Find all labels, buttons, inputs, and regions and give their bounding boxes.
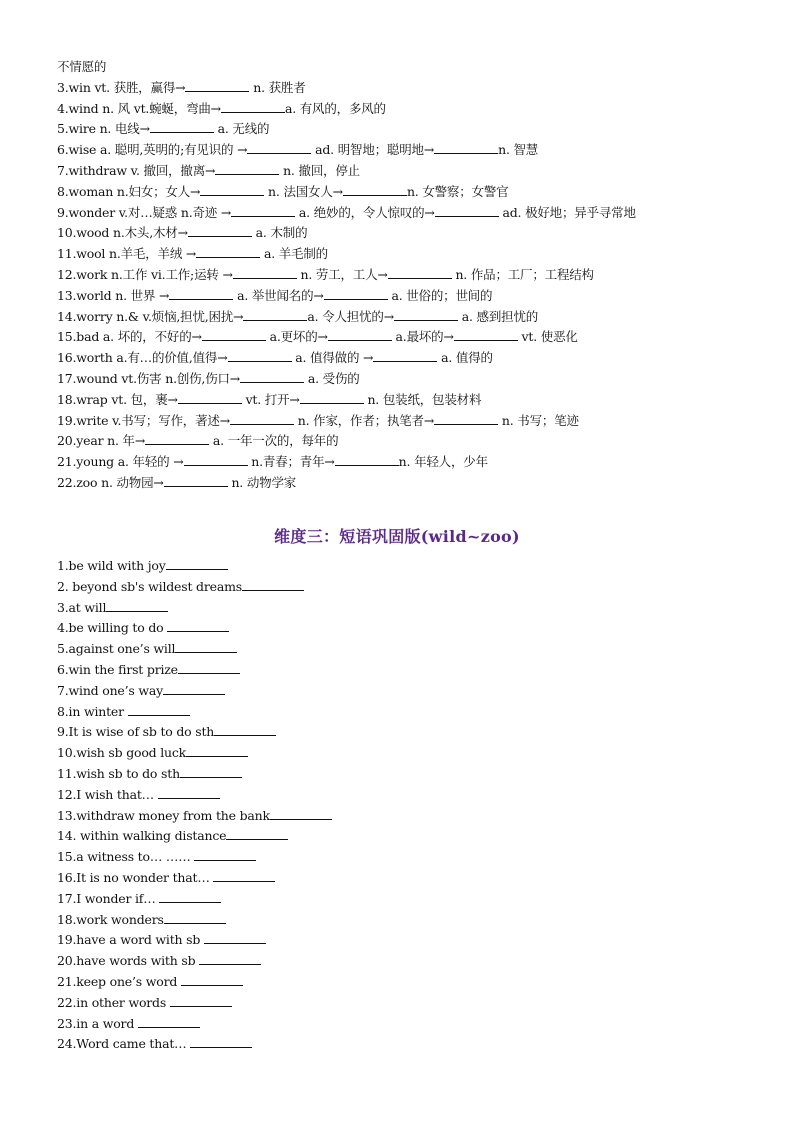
vocab-text: ad. 明智地；聪明地→	[311, 142, 435, 158]
vocab-item	[57, 140, 757, 161]
answer-blank[interactable]	[145, 432, 209, 445]
answer-blank[interactable]	[324, 287, 388, 300]
phrase-item	[57, 702, 757, 723]
answer-blank[interactable]	[166, 557, 228, 570]
vocab-text: a. 值得的	[437, 350, 493, 366]
answer-blank[interactable]	[204, 931, 266, 944]
vocab-item	[57, 286, 757, 307]
phrase-item	[57, 618, 757, 639]
vocab-text: 3.win vt. 获胜，赢得→	[57, 79, 186, 95]
phrase-item	[57, 826, 757, 847]
vocab-item	[57, 431, 757, 452]
vocab-text: n. 劳工，工人→	[296, 266, 388, 282]
vocab-text: a. 绝妙的，令人惊叹的→	[295, 204, 435, 220]
phrase-item	[57, 660, 757, 681]
phrase-item	[57, 785, 757, 806]
phrase-item	[57, 577, 757, 598]
answer-blank[interactable]	[228, 349, 292, 362]
vocab-text: 20.year n. 年→	[57, 433, 146, 449]
phrase-text: 7.wind one’s way	[57, 682, 163, 698]
vocab-text: 19.write v.书写；写作，著述→	[57, 412, 230, 428]
phrase-text: 6.win the first prize	[57, 661, 178, 677]
answer-blank[interactable]	[328, 328, 392, 341]
vocab-text: n. 年轻人，少年	[398, 454, 488, 470]
answer-blank[interactable]	[159, 890, 221, 903]
answer-blank[interactable]	[247, 141, 311, 154]
phrase-text: 19.have a word with sb	[57, 932, 204, 948]
answer-blank[interactable]	[163, 682, 225, 695]
vocab-item	[57, 182, 757, 203]
phrase-text: 16.It is no wonder that…	[57, 869, 214, 885]
answer-blank[interactable]	[373, 349, 437, 362]
answer-blank[interactable]	[188, 224, 252, 237]
vocab-text: 12.work n.工作 vi.工作;运转 →	[57, 266, 233, 282]
answer-blank[interactable]	[242, 578, 304, 591]
vocab-text: a.最坏的→	[391, 329, 454, 345]
phrase-item	[57, 639, 757, 660]
vocab-item	[57, 244, 757, 265]
phrases-section	[57, 556, 757, 1055]
phrase-text: 1.be wild with joy	[57, 558, 166, 573]
phrase-text: 22.in other words	[57, 994, 170, 1010]
vocab-item	[57, 452, 757, 473]
phrase-text: 4.be willing to do	[57, 620, 168, 636]
phrase-text: 21.keep one’s word	[57, 973, 181, 989]
vocab-text: a. 令人担忧的→	[307, 308, 394, 324]
answer-blank[interactable]	[226, 827, 288, 840]
vocab-item	[57, 265, 757, 286]
answer-blank[interactable]	[164, 911, 226, 924]
answer-blank[interactable]	[185, 79, 249, 92]
vocab-item	[57, 411, 757, 432]
answer-blank[interactable]	[184, 453, 248, 466]
vocab-text: 5.wire n. 电线→	[57, 121, 150, 137]
vocabulary-section	[57, 57, 757, 494]
vocab-item	[57, 348, 757, 369]
answer-blank[interactable]	[199, 952, 261, 965]
vocab-text: n. 智慧	[498, 142, 539, 158]
vocab-item	[57, 327, 757, 348]
phrase-text: 14. within walking distance	[57, 828, 227, 844]
answer-blank[interactable]	[214, 723, 276, 736]
vocab-text: n. 撤回，停止	[279, 162, 360, 178]
answer-blank[interactable]	[200, 183, 264, 196]
phrase-item	[57, 556, 757, 577]
vocab-text: a.更坏的→	[265, 329, 328, 345]
phrase-item	[57, 1034, 757, 1055]
phrase-text: 8.in winter	[57, 703, 128, 719]
answer-blank[interactable]	[169, 287, 233, 300]
phrase-item	[57, 847, 757, 868]
vocab-text: n. 包装纸，包装材料	[363, 391, 482, 407]
vocab-text: a. 世俗的；世间的	[387, 287, 493, 303]
phrase-item	[57, 868, 757, 889]
answer-blank[interactable]	[270, 807, 332, 820]
phrase-item	[57, 681, 757, 702]
answer-blank[interactable]	[170, 994, 232, 1007]
answer-blank[interactable]	[434, 412, 498, 425]
answer-blank[interactable]	[181, 973, 243, 986]
vocab-item	[57, 473, 757, 494]
vocab-text: a. 一年一次的，每年的	[209, 433, 339, 449]
vocab-text: n. 作品；工厂；工程结构	[451, 266, 594, 282]
phrase-item	[57, 910, 757, 931]
vocab-item	[57, 57, 757, 78]
answer-blank[interactable]	[180, 765, 242, 778]
vocab-text: 7.withdraw v. 撤回，撤离→	[57, 162, 216, 178]
vocab-item	[57, 161, 757, 182]
phrase-text: 9.It is wise of sb to do sth	[57, 724, 215, 740]
vocab-text: ad. 极好地；异乎寻常地	[498, 204, 636, 220]
vocab-item	[57, 78, 757, 99]
vocab-item	[57, 203, 757, 224]
phrase-item	[57, 889, 757, 910]
vocab-text: a. 羊毛制的	[260, 246, 328, 262]
answer-blank[interactable]	[190, 1035, 252, 1048]
vocab-item	[57, 390, 757, 411]
answer-blank[interactable]	[435, 204, 499, 217]
answer-blank[interactable]	[240, 370, 304, 383]
vocab-text: 8.woman n.妇女；女人→	[57, 183, 201, 199]
phrase-text: 20.have words with sb	[57, 953, 200, 969]
answer-blank[interactable]	[221, 100, 285, 113]
vocab-item	[57, 119, 757, 140]
vocab-text: 15.bad a. 坏的，不好的→	[57, 329, 202, 345]
vocab-text: a. 木制的	[251, 225, 308, 241]
phrase-item	[57, 930, 757, 951]
phrase-text: 10.wish sb good luck	[57, 745, 187, 761]
vocab-text: n.青春；青年→	[247, 454, 335, 470]
vocab-text: a. 值得做的 →	[291, 350, 374, 366]
vocab-item	[57, 307, 757, 328]
phrase-item	[57, 806, 757, 827]
phrase-item	[57, 598, 757, 619]
answer-blank[interactable]	[150, 120, 214, 133]
answer-blank[interactable]	[196, 245, 260, 258]
phrase-item	[57, 951, 757, 972]
answer-blank[interactable]	[215, 162, 279, 175]
vocab-text: 13.world n. 世界 →	[57, 287, 170, 303]
vocab-text: 22.zoo n. 动物园→	[57, 474, 164, 490]
phrase-item	[57, 1014, 757, 1035]
vocab-text: a. 受伤的	[304, 370, 360, 386]
answer-blank[interactable]	[343, 183, 407, 196]
vocab-text: n. 法国女人→	[264, 183, 343, 199]
phrase-text: 18.work wonders	[57, 911, 164, 927]
section-heading: 维度三：短语巩固版(wild~zoo)	[274, 527, 520, 546]
answer-blank[interactable]	[394, 308, 458, 321]
answer-blank[interactable]	[243, 308, 307, 321]
phrase-text: 11.wish sb to do sth	[57, 765, 180, 781]
answer-blank[interactable]	[128, 703, 190, 716]
vocab-text: a. 有风的，多风的	[284, 100, 386, 116]
answer-blank[interactable]	[434, 141, 498, 154]
phrase-text: 3.at will	[57, 599, 107, 615]
phrase-text: 23.in a word	[57, 1015, 138, 1031]
phrase-item	[57, 972, 757, 993]
phrase-text: 5.against one’s will	[57, 641, 176, 657]
vocab-text: n. 获胜者	[249, 79, 306, 95]
vocab-text: vt. 打开→	[241, 391, 300, 407]
phrase-item	[57, 993, 757, 1014]
phrase-text: 13.withdraw money from the bank	[57, 807, 270, 823]
answer-blank[interactable]	[138, 1015, 200, 1028]
answer-blank[interactable]	[213, 869, 275, 882]
vocab-text: n. 女警察；女警官	[406, 183, 509, 199]
phrase-item	[57, 743, 757, 764]
vocab-text: n. 书写；笔迹	[498, 412, 579, 428]
answer-blank[interactable]	[106, 599, 168, 612]
answer-blank[interactable]	[230, 412, 294, 425]
answer-blank[interactable]	[233, 266, 297, 279]
answer-blank[interactable]	[300, 391, 364, 404]
vocab-text: vt. 使恶化	[517, 329, 578, 345]
vocab-text: 4.wind n. 风 vt.蜿蜒，弯曲→	[57, 100, 221, 116]
answer-blank[interactable]	[164, 474, 228, 487]
answer-blank[interactable]	[167, 619, 229, 632]
answer-blank[interactable]	[194, 848, 256, 861]
answer-blank[interactable]	[175, 640, 237, 653]
vocab-text: n. 作家，作者；执笔者→	[293, 412, 435, 428]
vocab-item	[57, 369, 757, 390]
vocab-text: 10.wood n.木头,木材→	[57, 225, 188, 241]
answer-blank[interactable]	[454, 328, 518, 341]
vocab-text: 14.worry n.& v.烦恼,担忧,困扰→	[57, 308, 244, 324]
vocab-text: 16.worth a.有…的价值,值得→	[57, 350, 228, 366]
vocab-text: n. 动物学家	[227, 474, 297, 490]
vocab-text: a. 无线的	[213, 121, 270, 137]
answer-blank[interactable]	[231, 204, 295, 217]
vocab-text: 17.wound vt.伤害 n.创伤,伤口→	[57, 370, 241, 386]
phrase-item	[57, 722, 757, 743]
answer-blank[interactable]	[388, 266, 452, 279]
vocab-text: 不情愿的	[57, 59, 107, 74]
vocab-text: a. 举世闻名的→	[233, 287, 324, 303]
answer-blank[interactable]	[186, 744, 248, 757]
vocab-item	[57, 223, 757, 244]
answer-blank[interactable]	[202, 328, 266, 341]
vocab-text: 11.wool n.羊毛，羊绒 →	[57, 246, 197, 262]
vocab-text: 18.wrap vt. 包，裹→	[57, 391, 178, 407]
answer-blank[interactable]	[178, 661, 240, 674]
vocab-text: 21.young a. 年轻的 →	[57, 454, 184, 470]
phrase-item	[57, 764, 757, 785]
vocab-text: a. 感到担忧的	[457, 308, 539, 324]
answer-blank[interactable]	[178, 391, 242, 404]
phrase-text: 17.I wonder if…	[57, 890, 160, 906]
phrase-text: 24.Word came that…	[57, 1036, 191, 1052]
answer-blank[interactable]	[335, 453, 399, 466]
phrase-text: 15.a witness to… ……	[57, 849, 195, 865]
vocab-item	[57, 99, 757, 120]
vocab-text: 6.wise a. 聪明,英明的;有见识的 →	[57, 142, 248, 158]
phrase-text: 2. beyond sb's wildest dreams	[57, 578, 242, 594]
answer-blank[interactable]	[158, 786, 220, 799]
vocab-text: 9.wonder v.对…疑惑 n.奇迹 →	[57, 204, 232, 220]
phrase-text: 12.I wish that…	[57, 786, 158, 802]
